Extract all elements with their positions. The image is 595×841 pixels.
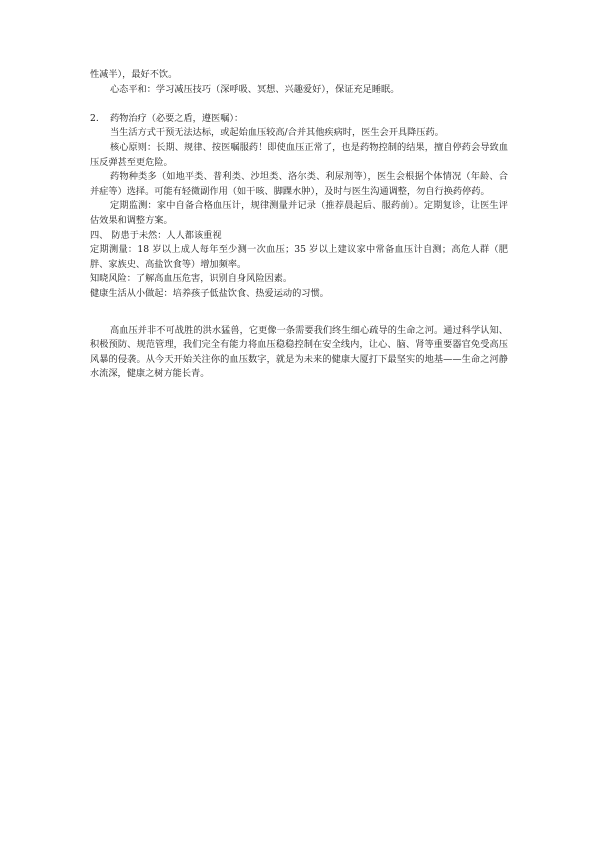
paragraph-core-principle: 核心原则：长期、规律、按医嘱服药！即使血压正常了，也是药物控制的结果，擅自停药会导致血压反弹甚至更危险。 (90, 141, 508, 168)
spacer (90, 97, 508, 112)
paragraph-know-risks: 知晓风险：了解高血压危害，识别自身风险因素。 (90, 273, 293, 285)
paragraph-regular-measurement: 定期测量：18 岁以上成人每年至少测一次血压；35 岁以上建议家中常备血压计自测；高危人群（肥胖、家族史、高盐饮食等）增加频率。 (90, 244, 508, 270)
paragraph-regular-monitoring: 定期监测：家中自备合格血压计，规律测量并记录（推荐晨起后、服药前）。定期复诊，让医生评估效果和调整方案。 (90, 200, 508, 226)
spacer (90, 302, 508, 324)
section-2-number: 2. (90, 112, 99, 124)
section-2-heading (90, 112, 508, 127)
section-2-title: 药物治疗（必要之盾，遵医嘱）： (110, 112, 244, 124)
paragraph-alcohol-tail: 性减半），最好不饮。 (90, 69, 178, 80)
paragraph-healthy-childhood: 健康生活从小做起：培养孩子低盐饮食、热爱运动的习惯。 (90, 287, 329, 299)
paragraph-drug-types: 药物种类多（如地平类、普利类、沙坦类、洛尔类、利尿剂等），医生会根据个体情况（年龄、合并症等）选择。可能有轻微副作用（如干咳、脚踝水肿），及时与医生沟通调整，勿自行换药停药。 (90, 171, 508, 197)
paragraph-conclusion: 高血压并非不可战胜的洪水猛兽，它更像一条需要我们终生细心疏导的生命之河。通过科学认知、积极预防、规范管理，我们完全有能力将血压稳稳控制在安全线内，让心、脑、肾等重要器官免受高压风暴的侵袭。从今天开始关注你的血压数字，就是为未来的健康大厦打下最坚实的地基——生命之河静水流深，健康之树方能长青。 (90, 324, 508, 380)
document-body (90, 68, 508, 382)
paragraph-mental-balance: 心态平和：学习减压技巧（深呼吸、冥想、兴趣爱好），保证充足睡眠。 (110, 83, 400, 95)
paragraph-drug-when: 当生活方式干预无法达标，或起始血压较高/合并其他疾病时，医生会开具降压药。 (110, 127, 444, 139)
section-4-heading: 四、 防患于未然：人人都该重视 (90, 229, 222, 241)
